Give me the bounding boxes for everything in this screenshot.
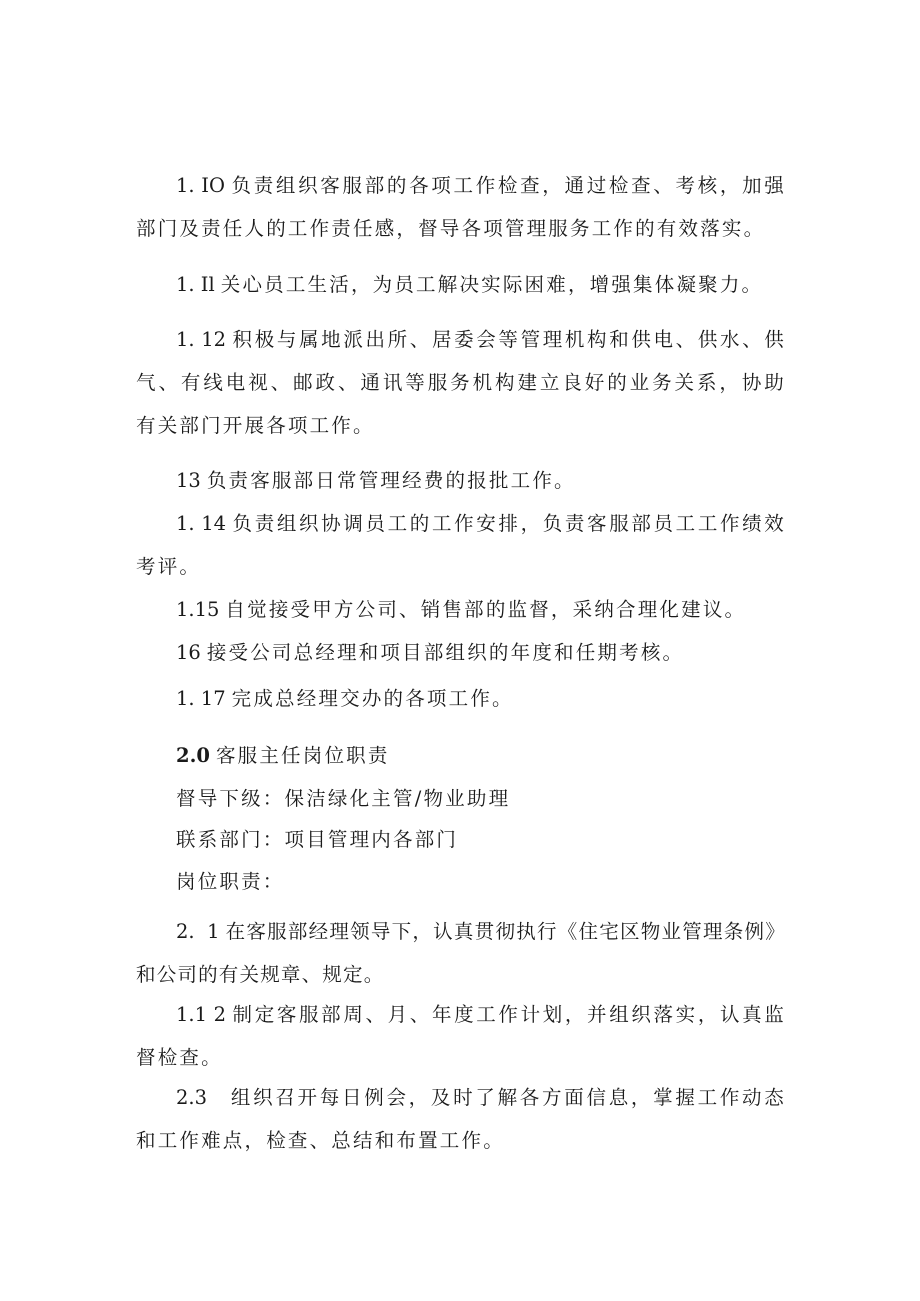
item-text: 负责组织客服部的各项工作检查，通过检查、考核，加强部门及责任人的工作责任感，督导各项管理服务工作的有效落实。 <box>136 174 786 240</box>
contact-line: 联系部门：项目管理内各部门 <box>176 828 459 851</box>
item-number: 1. 14 <box>176 512 227 535</box>
item-text: 组织召开每日例会，及时了解各方面信息，掌握工作动态和工作难点，检查、总结和布置工作。 <box>136 1086 786 1152</box>
paragraph-1-12 <box>136 318 786 447</box>
item-number: 1. IO <box>176 174 225 197</box>
item-text: 接受公司总经理和项目部组织的年度和任期考核。 <box>206 641 685 664</box>
paragraph-1-14 <box>136 502 786 588</box>
item-number: 13 <box>176 469 201 492</box>
supervise-line: 督导下级：保洁绿化主管/物业助理 <box>176 787 511 810</box>
item-number: 2.3 <box>176 1086 208 1109</box>
paragraph-2-2 <box>136 993 786 1079</box>
item-text: 负责客服部日常管理经费的报批工作。 <box>206 469 576 492</box>
item-text: 负责组织协调员工的工作安排，负责客服部员工工作绩效考评。 <box>136 512 786 578</box>
paragraph-1-15 <box>136 588 786 631</box>
section-heading <box>176 734 390 777</box>
item-text: 积极与属地派出所、居委会等管理机构和供电、供水、供气、有线电视、邮政、通讯等服务机构建立良好的业务关系，协助有关部门开展各项工作。 <box>136 328 786 437</box>
paragraph-1-11 <box>136 263 786 306</box>
item-number: 2. 1 <box>176 920 220 943</box>
paragraph-2-1 <box>136 910 786 996</box>
item-number: 1. 17 <box>176 687 226 710</box>
paragraph-1-13 <box>136 459 786 502</box>
paragraph-1-17 <box>136 677 786 720</box>
item-text: 在客服部经理领导下，认真贯彻执行《住宅区物业管理条例》和公司的有关规章、规定。 <box>136 920 786 986</box>
item-number: 1. Il <box>176 273 215 296</box>
paragraph-1-10 <box>136 164 786 250</box>
section-title: 客服主任岗位职责 <box>215 744 390 767</box>
item-text: 制定客服部周、月、年度工作计划，并组织落实，认真监督检查。 <box>136 1003 786 1069</box>
item-number: 1.1 2 <box>176 1003 227 1026</box>
item-number: 16 <box>176 641 201 664</box>
item-text: 完成总经理交办的各项工作。 <box>231 687 514 710</box>
paragraph-2-3 <box>136 1076 786 1162</box>
item-number: 1. 12 <box>176 328 227 351</box>
item-text: 自觉接受甲方公司、销售部的监督，采纳合理化建议。 <box>225 598 747 621</box>
duties-label: 岗位职责： <box>176 870 285 893</box>
section-number: 2.0 <box>176 744 210 767</box>
paragraph-1-16 <box>136 631 786 674</box>
item-text: 关心员工生活，为员工解决实际困难，增强集体凝聚力。 <box>220 273 764 296</box>
item-number: 1.15 <box>176 598 220 621</box>
